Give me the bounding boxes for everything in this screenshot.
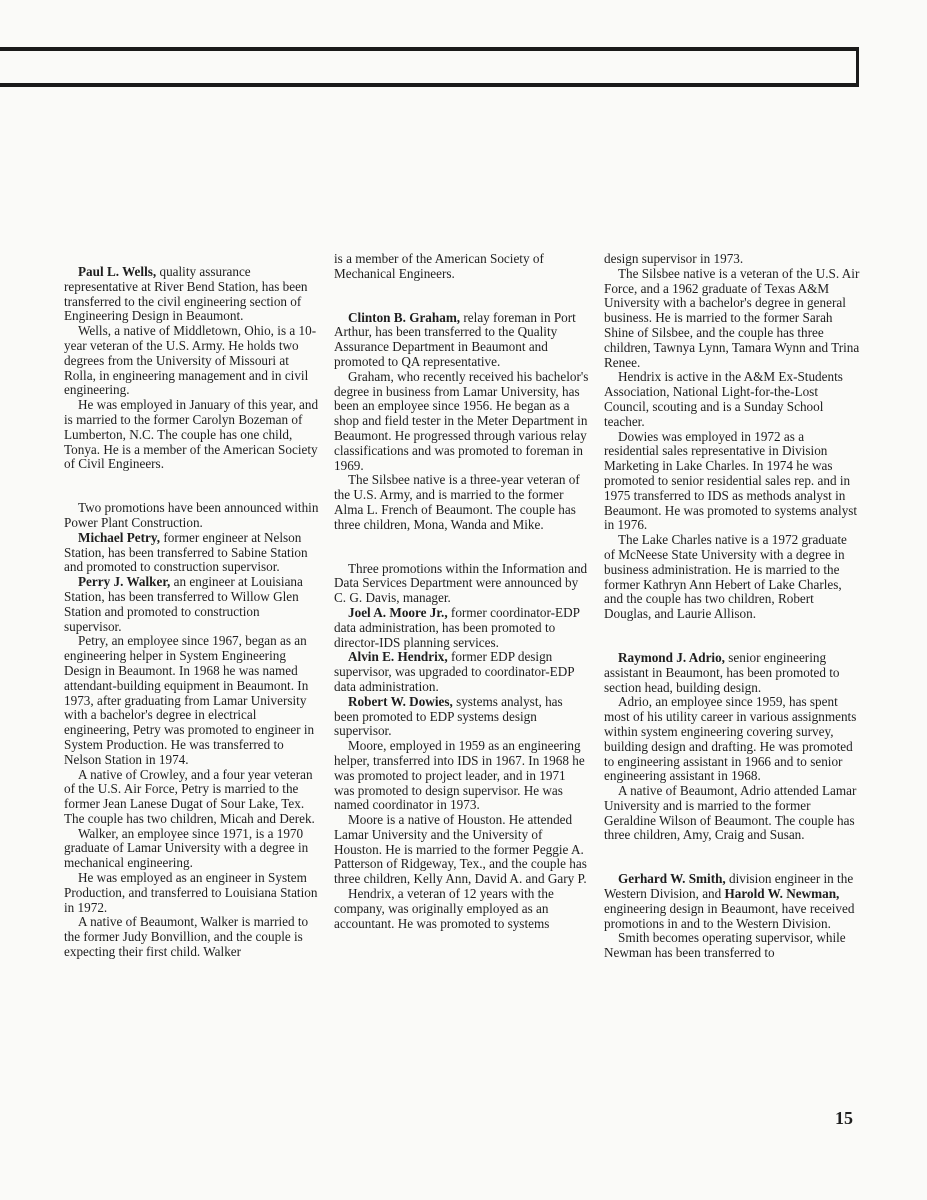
spacer: [334, 282, 589, 311]
spacer: [604, 843, 860, 872]
paragraph: Three promotions within the Information and Data Services Department were announced by C. G. Davis, manager.: [334, 560, 588, 606]
paragraph: Hendrix, a veteran of 12 years with the company, was originally employed as an accountant. He was promoted to systems: [334, 886, 554, 931]
paragraph: Walker, an employee since 1971, is a 1970 graduate of Lamar University with a degree in mechanical engineering.: [64, 825, 309, 871]
paragraph: [334, 606, 589, 650]
paragraph: The Silsbee native is a veteran of the U.S. Air Force, and a 1962 graduate of Texas A&M University with a bachelor's degree in general business. He is married to the former Sarah Shine of Silsbee, and the couple has three children, Tawnya Lynn, Tamara Wynn and Trina Renee.: [604, 265, 860, 370]
person-name: Paul L. Wells,: [78, 264, 157, 279]
header-rule-box: [0, 47, 859, 87]
paragraph-text: former EDP design supervisor, was upgraded to coordinator-EDP data administration.: [334, 649, 575, 694]
paragraph: [334, 311, 589, 370]
person-name: Gerhard W. Smith,: [618, 871, 726, 887]
paragraph: Moore, employed in 1959 as an engineering helper, transferred into IDS in 1967. In 1968 he was promoted to project leader, and in 1971 was promoted to design supervisor. He was named coordinator in 1973.: [334, 738, 585, 813]
paragraph: [64, 265, 320, 324]
paragraph: Petry, an employee since 1967, began as an engineering helper in System Engineering Design in Beaumont. In 1968 he was named attendant-building equipment in Beaumont. In 1973, after graduating from Lamar University with a bachelor's degree in electrical engineering, Petry was promoted to engineer in System Production. He was transferred to Nelson Station in 1974.: [64, 633, 315, 767]
person-name: Raymond J. Adrio,: [618, 649, 725, 665]
paragraph: The Lake Charles native is a 1972 graduate of McNeese State University with a degree in business administration. He is married to the former Kathryn Ann Hebert of Lake Charles, and the couple has two children, Robert Douglas, and Laurie Allison.: [604, 532, 847, 622]
spacer: [64, 472, 320, 501]
person-name: Perry J. Walker,: [78, 574, 171, 590]
paragraph: The Silsbee native is a three-year veteran of the U.S. Army, and is married to the former Alma L. French of Beaumont. The couple has three children, Mona, Wanda and Mike.: [334, 472, 580, 532]
paragraph: is a member of the American Society of Mechanical Engineers.: [334, 251, 544, 281]
paragraph: Wells, a native of Middletown, Ohio, is a 10-year veteran of the U.S. Army. He holds two degrees from the University of Missouri at Rolla, in engineering management and in civil engineering.: [64, 323, 317, 398]
paragraph: Smith becomes operating supervisor, while Newman has been transferred to: [604, 930, 846, 961]
paragraph-text: systems analyst, has been promoted to EDP systems design supervisor.: [334, 693, 563, 739]
paragraph: Dowies was employed in 1972 as a residential sales representative in Division Marketing in Lake Charles. In 1974 he was promoted to senior residential sales rep. and in 1975 transferred to IDS as methods analyst in Beaumont. He was promoted to systems analyst in 1976.: [604, 428, 858, 533]
person-name: Michael Petry,: [78, 529, 161, 545]
paragraph: A native of Beaumont, Adrio attended Lamar University and is married to the former Geraldine Wilson of Beaumont. The couple has three children, Amy, Craig and Susan.: [604, 783, 857, 843]
paragraph: [604, 651, 860, 695]
person-name: Alvin E. Hendrix,: [348, 649, 448, 665]
paragraph-text: division engineer in the Western Division, and: [604, 871, 854, 902]
paragraph-text: relay foreman in Port Arthur, has been transferred to the Quality Assurance Department in Beaumont and promoted to QA representative.: [334, 309, 576, 369]
person-name: Robert W. Dowies,: [348, 693, 453, 709]
paragraph: design supervisor in 1973.: [604, 251, 744, 266]
person-name: Clinton B. Graham,: [348, 309, 461, 325]
spacer: [604, 622, 860, 651]
paragraph-text: senior engineering assistant in Beaumont, has been promoted to section head, building design.: [604, 649, 840, 695]
paragraph: Moore is a native of Houston. He attended Lamar University and the University of Houston. He is married to the former Peggie A. Patterson of Ridgeway, Tex., and the couple has three children, Kelly Ann, David A. and Gary P.: [334, 812, 587, 887]
paragraph: [604, 872, 860, 931]
paragraph: He was employed in January of this year, and is married to the former Carolyn Bozeman of Lumberton, N.C. The couple has one child, Tonya. He is a member of the American Society of Civil Engineers.: [64, 397, 319, 472]
column-2: [334, 252, 589, 931]
paragraph-text: former coordinator-EDP data administration, has been promoted to director-IDS planning services.: [334, 604, 580, 650]
paragraph: Graham, who recently received his bachelor's degree in business from Lamar University, has been an employee since 1956. He began as a shop and field tester in the Meter Department in Beaumont. He progressed through various relay classifications and was promoted to foreman in 1969.: [334, 368, 589, 473]
paragraph: [334, 650, 589, 694]
paragraph: He was employed as an engineer in System Production, and transferred to Louisiana Station in 1972.: [64, 870, 318, 915]
paragraph: Hendrix is active in the A&M Ex-Students Association, National Light-for-the-Lost Council, scouting and is a Sunday School teacher.: [604, 369, 843, 429]
person-name: Joel A. Moore Jr.,: [348, 604, 448, 620]
column-3: [604, 252, 860, 961]
paragraph: A native of Beaumont, Walker is married to the former Judy Bonvillion, and the couple is expecting their first child. Walker: [64, 914, 309, 960]
paragraph-text: quality assurance representative at River Bend Station, has been transferred to the civil engineering section of Engineering Design in Beaumont.: [64, 264, 308, 324]
paragraph: [64, 575, 320, 634]
paragraph: Two promotions have been announced within Power Plant Construction.: [64, 500, 319, 530]
person-name: Harold W. Newman,: [724, 886, 840, 902]
paragraph: [64, 531, 320, 575]
paragraph: [334, 695, 589, 739]
paragraph-text: engineering design in Beaumont, have received promotions in and to the Western Division.: [604, 900, 855, 931]
page-number: 15: [835, 1108, 853, 1128]
column-1: [64, 265, 320, 960]
paragraph: A native of Crowley, and a four year veteran of the U.S. Air Force, Petry is married to the former Jean Lanese Dugat of Sour Lake, Tex. The couple has two children, Micah and Derek.: [64, 766, 315, 826]
paragraph-text: an engineer at Louisiana Station, has been transferred to Willow Glen Station and promoted to construction supervisor.: [64, 574, 303, 634]
paragraph-text: former engineer at Nelson Station, has been transferred to Sabine Station and promoted to construction supervisor.: [64, 529, 308, 575]
spacer: [334, 533, 589, 562]
paragraph: Adrio, an employee since 1959, has spent most of his utility career in various assignments within system engineering covering survey, building design and drafting. He was promoted to engineering assistant in 1966 and to senior engineering assistant in 1968.: [604, 694, 857, 784]
